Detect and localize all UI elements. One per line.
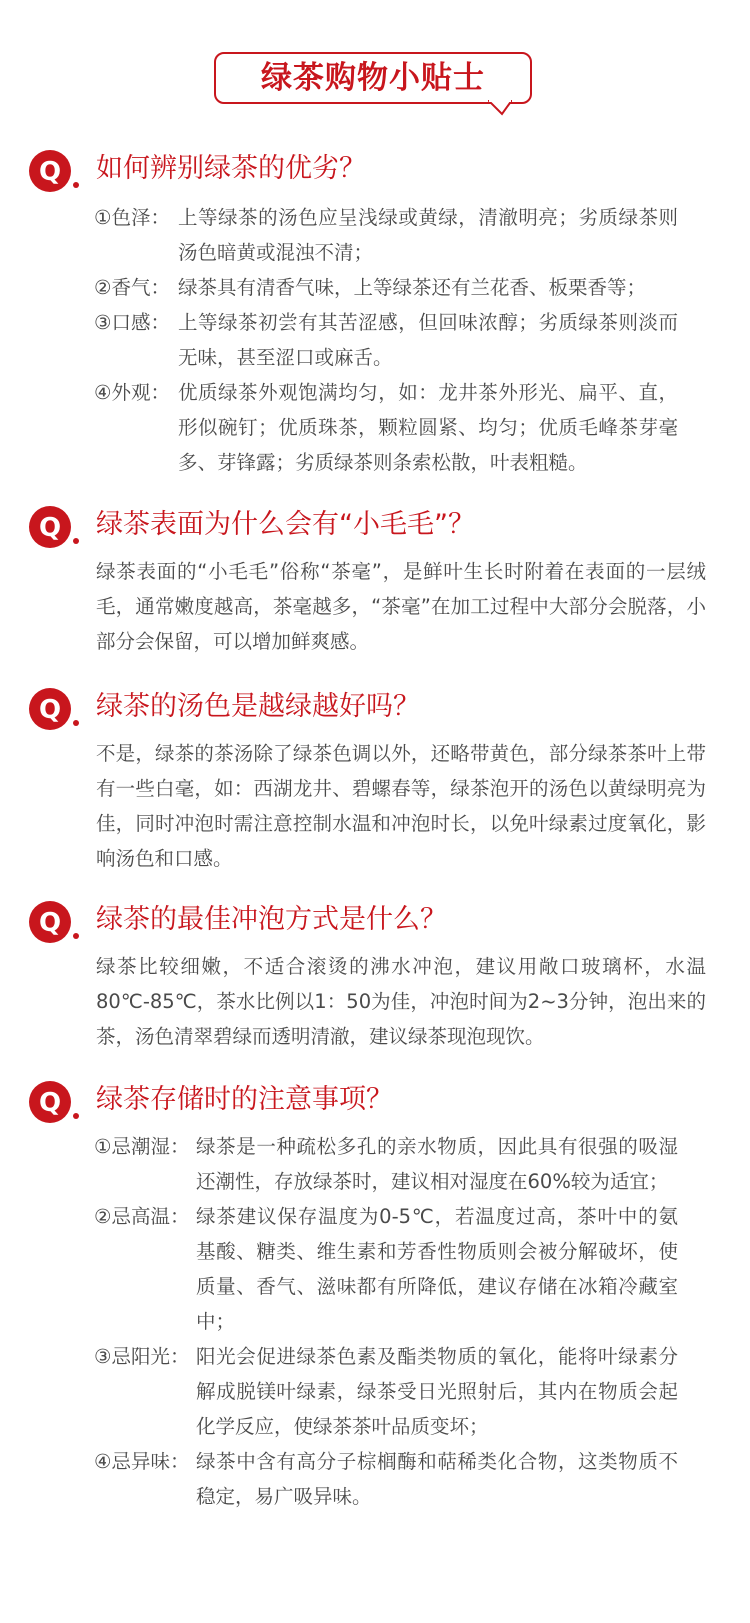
item-label: ②香气： (94, 276, 170, 299)
item-text: 绿茶具有清香气味，上等绿茶还有兰花香、板栗香等； (178, 276, 647, 299)
svg-text:Q: Q (38, 513, 62, 543)
question-title: 绿茶的汤色是越绿越好吗？ (96, 691, 420, 722)
item-text: 优质绿茶外观饱满均匀，如：龙井茶外形光、扁平、直，形似碗钉；优质珠茶，颗粒圆紧、均匀；优质毛峰茶芽毫多、芽锋露；劣质绿茶则条索松散，叶表粗糙。 (178, 381, 678, 474)
title-banner (214, 52, 532, 104)
svg-text:Q: Q (38, 1088, 62, 1118)
question-header (28, 504, 728, 552)
question-title: 绿茶存储时的注意事项？ (96, 1084, 393, 1115)
question-title: 绿茶的最佳冲泡方式是什么？ (96, 904, 447, 935)
list-item (94, 1444, 714, 1514)
svg-text:Q: Q (38, 157, 62, 187)
item-text: 阳光会促进绿茶色素及酯类物质的氧化，能将叶绿素分解成脱镁叶绿素，绿茶受日光照射后，其内在物质会起化学反应，使绿茶茶叶品质变坏； (196, 1345, 678, 1438)
item-text: 绿茶中含有高分子棕榈酶和萜稀类化合物，这类物质不稳定，易广吸异味。 (196, 1450, 678, 1508)
question-header (28, 1079, 728, 1127)
list-item (94, 305, 714, 375)
item-label: ④外观： (94, 381, 170, 404)
list-item (94, 200, 714, 270)
q-badge-icon (28, 504, 92, 552)
question-header (28, 686, 728, 734)
question-header (28, 899, 728, 947)
answer-text: 绿茶比较细嫩，不适合滚烫的沸水冲泡，建议用敞口玻璃杯，水温80℃-85℃，茶水比例以1：50为佳，冲泡时间为2~3分钟，泡出来的茶，汤色清翠碧绿而透明清澈，建议绿茶现泡现饮。 (96, 955, 706, 1048)
item-text: 绿茶是一种疏松多孔的亲水物质，因此具有很强的吸湿还潮性，存放绿茶时，建议相对湿度在60%较为适宜； (196, 1135, 678, 1193)
list-item (94, 1129, 714, 1199)
item-text: 上等绿茶的汤色应呈浅绿或黄绿，清澈明亮；劣质绿茶则汤色暗黄或混浊不清； (178, 206, 678, 264)
list-item (94, 1199, 714, 1339)
item-text: 上等绿茶初尝有其苦涩感，但回味浓醇；劣质绿茶则淡而无味，甚至涩口或麻舌。 (178, 311, 678, 369)
svg-text:Q: Q (38, 908, 62, 938)
item-text: 绿茶建议保存温度为0-5℃，若温度过高，茶叶中的氨基酸、糖类、维生素和芳香性物质则会被分解破坏，使质量、香气、滋味都有所降低，建议存储在冰箱冷藏室中； (196, 1205, 678, 1333)
page-title: 绿茶购物小贴士 (261, 60, 485, 96)
svg-text:Q: Q (38, 695, 62, 725)
question-title: 如何辨别绿茶的优劣？ (96, 153, 366, 184)
item-label: ③忌阳光： (94, 1345, 190, 1368)
answer-text: 绿茶表面的“小毛毛”俗称“茶毫”，是鲜叶生长时附着在表面的一层绒毛，通常嫩度越高，茶毫越多，“茶毫”在加工过程中大部分会脱落，小部分会保留，可以增加鲜爽感。 (96, 560, 706, 653)
q-badge-icon (28, 686, 92, 734)
item-label: ②忌高温： (94, 1205, 190, 1228)
item-label: ③口感： (94, 311, 170, 334)
question-title: 绿茶表面为什么会有“小毛毛”？ (96, 509, 475, 540)
q-badge-icon (28, 1079, 92, 1127)
list-item (94, 1339, 714, 1444)
q-badge-icon (28, 148, 92, 196)
list-item (94, 270, 714, 305)
answer-text: 不是，绿茶的茶汤除了绿茶色调以外，还略带黄色，部分绿茶茶叶上带有一些白毫，如：西湖龙井、碧螺春等，绿茶泡开的汤色以黄绿明亮为佳，同时冲泡时需注意控制水温和冲泡时长，以免叶绿素过度氧化，影响汤色和口感。 (96, 742, 706, 870)
item-label: ①忌潮湿： (94, 1135, 190, 1158)
item-label: ①色泽： (94, 206, 170, 229)
item-label: ④忌异味： (94, 1450, 190, 1473)
question-header (28, 148, 728, 196)
list-item (94, 375, 714, 480)
q-badge-icon (28, 899, 92, 947)
